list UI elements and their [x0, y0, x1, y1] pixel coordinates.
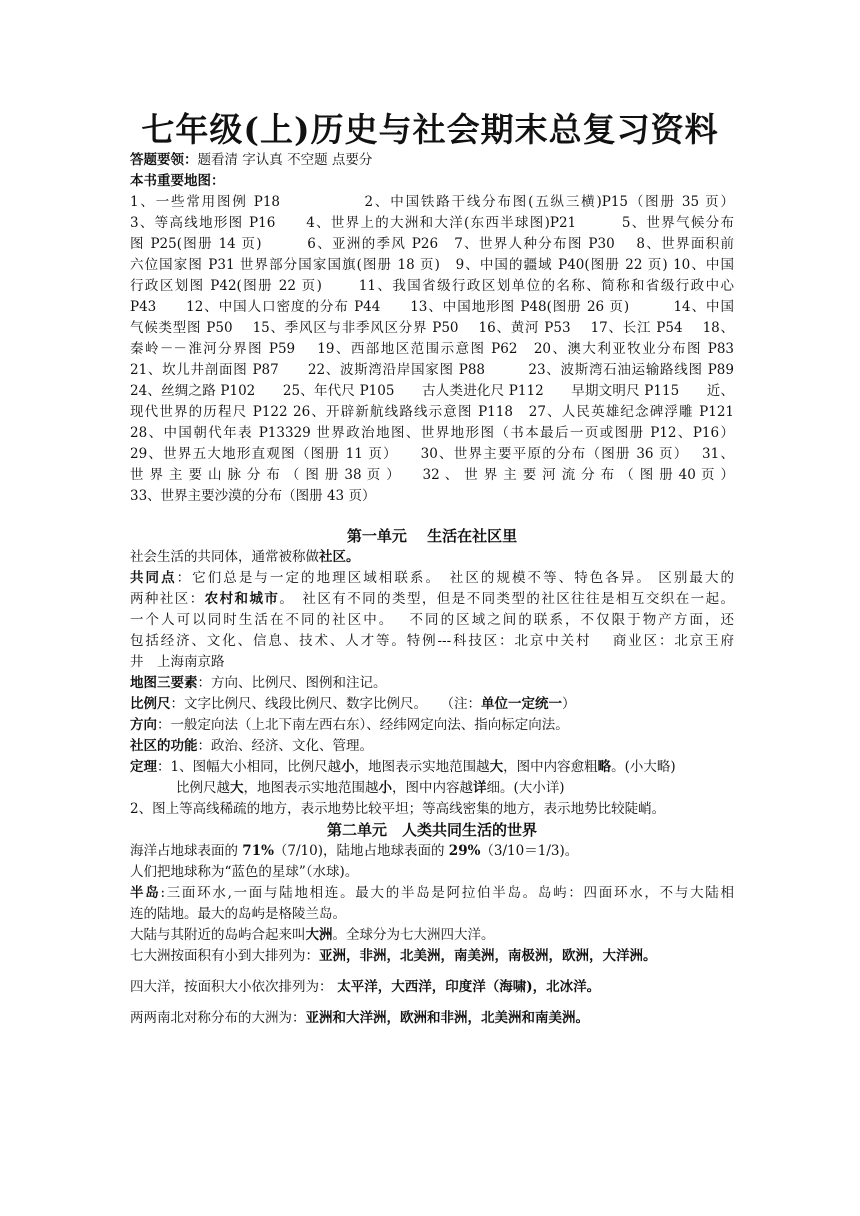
theorem-key: 略	[597, 759, 612, 775]
maps-line: P43 12、中国人口密度的分布 P44 13、中国地形图 P48(图册 26 页) 14、中国	[130, 299, 734, 315]
maps-line: 24、丝绸之路 P102 25、年代尺 P105 古人类进化尺 P112 早期文明尺 P115 近、	[130, 383, 734, 399]
seven-continents-list: 亚洲，非洲，北美洲，南美洲，南极洲，欧洲，大洋洲。	[319, 948, 657, 964]
contour-line: 2、图上等高线稀疏的地方，表示地势比较平坦；等高线密集的地方，表示地势比较陡峭。	[130, 801, 666, 817]
theorem-text: 细。(大小详)	[486, 780, 565, 796]
maps-line: 33、世界主要沙漠的分布（图册 43 页）	[130, 488, 376, 504]
maps-line: 28、中国朝代年表 P13329 世界政治地图、世界地形图（书本最后一页或图册 P12、P16）	[130, 425, 734, 441]
maps-line: 图 P25(图册 14 页) 6、亚洲的季风 P26 7、世界人种分布图 P30 8、世界面积前	[130, 236, 734, 252]
maps-line: 3、等高线地形图 P16 4、世界上的大洲和大洋(东西半球图)P21 5、世界气候分布	[130, 215, 734, 231]
theorem-text: ，图中内容愈粗	[503, 759, 598, 775]
community-definition	[130, 547, 734, 568]
functions-label: 社区的功能	[130, 738, 198, 754]
maps-line: 秦岭－－淮河分界图 P59 19、西部地区范围示意图 P62 20、澳大利亚牧业分布图 P83	[130, 341, 734, 357]
direction-label: 方向	[130, 717, 157, 733]
four-oceans-list: 太平洋，大西洋，印度洋（海啸)，北冰洋。	[332, 979, 601, 995]
maps-line: 现代世界的历程尺 P122 26、开辟新航线路线示意图 P118 27、人民英雄纪念碑浮雕 P121	[130, 404, 734, 420]
theorem-line	[130, 778, 734, 799]
maps-list	[130, 192, 734, 507]
tips-label: 答题要领：	[130, 152, 198, 168]
tips-text: 题看清 字认真 不空题 点要分	[197, 152, 373, 168]
scale-text: ：文字比例尺、线段比例尺、数字比例尺。 （注：	[170, 696, 481, 712]
maps-line: 世 界 主 要 山 脉 分 布 （ 图 册 38 页 ） 32 、 世 界 主 要 河 流 分 布 （ 图 册 40 页 ）	[130, 467, 734, 483]
theorem-text: ，地图表示实地范围越	[354, 759, 490, 775]
maps-line: 行政区划图 P42(图册 22 页) 11、我国省级行政区划单位的名称、简称和省级行政中心	[130, 278, 734, 294]
page-title: 七年级(上)历史与社会期末总复习资料	[141, 110, 719, 149]
blue-planet-line: 人们把地球称为“蓝色的星球”（水球)。	[130, 864, 359, 880]
ocean-percent: 71%	[242, 843, 274, 859]
theorem-key: 大	[489, 759, 504, 775]
community-text: 社会生活的共同体，通常被称做	[130, 549, 319, 565]
direction-text: ：一般定向法（上北下南左西右东）、经纬网定向法、指向标定向法。	[157, 717, 569, 733]
paired-continents-text: 两两南北对称分布的大洲为：	[130, 1010, 306, 1026]
functions-text: ：政治、经济、文化、管理。	[197, 738, 373, 754]
tips-line	[130, 150, 734, 171]
paired-continents-line	[130, 1008, 734, 1029]
map-elements-line	[130, 673, 734, 694]
direction-line	[130, 715, 734, 736]
theorem-text: 比例尺越	[176, 780, 230, 796]
scale-note: 单位一定统一	[481, 696, 562, 712]
continent-text: 大陆与其附近的岛屿合起来叫	[130, 927, 306, 943]
continent-line	[130, 925, 734, 946]
maps-heading: 本书重要地图：	[130, 173, 225, 189]
common-points-text: ：它们总是与一定的地理区域相联系。 社区的规模不等、特色各异。 区别最大的	[176, 570, 734, 586]
theorem-key: 小	[378, 780, 392, 796]
peninsula-line	[130, 883, 734, 904]
seven-continents-line	[130, 946, 734, 967]
common-points-line	[130, 568, 734, 589]
community-term: 社区。	[319, 549, 360, 565]
theorem-text: ，图中内容越	[392, 780, 473, 796]
peninsula-label: 半岛	[130, 885, 161, 901]
scale-label: 比例尺	[130, 696, 171, 712]
maps-line: 21、坎儿井剖面图 P87 22、波斯湾沿岸国家图 P88 23、波斯湾石油运输路线图 P89	[130, 362, 734, 378]
document-body	[130, 150, 734, 1029]
maps-line: 1、一些常用图例 P18 2、中国铁路干线分布图(五纵三横)P15（图册 35 页）	[130, 194, 734, 210]
ocean-text: （3/10＝1/3)。	[480, 843, 579, 859]
ocean-land-line	[130, 841, 734, 862]
land-percent: 29%	[448, 843, 481, 859]
theorem-text: ：1、图幅大小相同，比例尺越	[157, 759, 342, 775]
ocean-text: （7/10)，陆地占地球表面的	[273, 843, 449, 859]
common-points-line	[130, 589, 734, 610]
scale-text-end: ）	[562, 696, 576, 712]
theorem-text: ，地图表示实地范围越	[243, 780, 379, 796]
common-points-label: 共同点	[130, 570, 177, 586]
spacer	[130, 967, 734, 977]
common-points-text: 两种社区：	[130, 591, 205, 607]
peninsula-line: 连的陆地。最大的岛屿是格陵兰岛。	[130, 906, 346, 922]
common-points-line: 一个人可以同时生活在不同的社区中。 不同的区域之间的联系，不仅限于物产方面，还	[130, 612, 734, 628]
theorem-key: 小	[341, 759, 355, 775]
continent-term: 大洲	[305, 927, 333, 943]
peninsula-text: :三面环水,一面与陆地相连。最大的半岛是阿拉伯半岛。岛屿：四面环水，不与大陆相	[160, 885, 734, 901]
unit2-heading: 第二单元 人类共同生活的世界	[326, 821, 537, 839]
unit1-heading: 第一单元 生活在社区里	[346, 527, 518, 545]
community-types: 农村和城市	[204, 591, 280, 607]
spacer	[130, 507, 734, 526]
functions-line	[130, 736, 734, 757]
maps-line: 六位国家图 P31 世界部分国家国旗(图册 18 页) 9、中国的疆域 P40(图册 22 页) 10、中国	[130, 257, 734, 273]
map-elements-label: 地图三要素	[130, 675, 198, 691]
common-points-line: 包括经济、文化、信息、技术、人才等。特例---科技区：北京中关村 商业区：北京王府	[130, 633, 734, 649]
four-oceans-text: 四大洋，按面积大小依次排列为：	[130, 979, 333, 995]
seven-continents-text: 七大洲按面积有小到大排列为：	[130, 948, 319, 964]
continent-text: 。全球分为七大洲四大洋。	[332, 927, 495, 943]
theorem-key: 大	[230, 780, 244, 796]
common-points-text: 。 社区有不同的类型，但是不同类型的社区往往是相互交织在一起。	[279, 591, 734, 607]
common-points-line: 井 上海南京路	[130, 654, 225, 670]
maps-line: 29、世界五大地形直观图（图册 11 页） 30、世界主要平原的分布（图册 36 页） 31、	[130, 446, 734, 462]
spacer	[130, 998, 734, 1008]
map-elements-text: ：方向、比例尺、图例和注记。	[197, 675, 387, 691]
maps-line: 气候类型图 P50 15、季风区与非季风区分界 P50 16、黄河 P53 17、长江 P54 18、	[130, 320, 734, 336]
ocean-text: 海洋占地球表面的	[130, 843, 243, 859]
theorem-line	[130, 757, 734, 778]
scale-line	[130, 694, 734, 715]
theorem-label: 定理	[130, 759, 157, 775]
four-oceans-line	[130, 977, 734, 998]
theorem-key: 详	[473, 780, 487, 796]
paired-continents-list: 亚洲和大洋洲，欧洲和非洲，北美洲和南美洲。	[305, 1010, 589, 1026]
theorem-text: 。(小大略)	[611, 759, 676, 775]
